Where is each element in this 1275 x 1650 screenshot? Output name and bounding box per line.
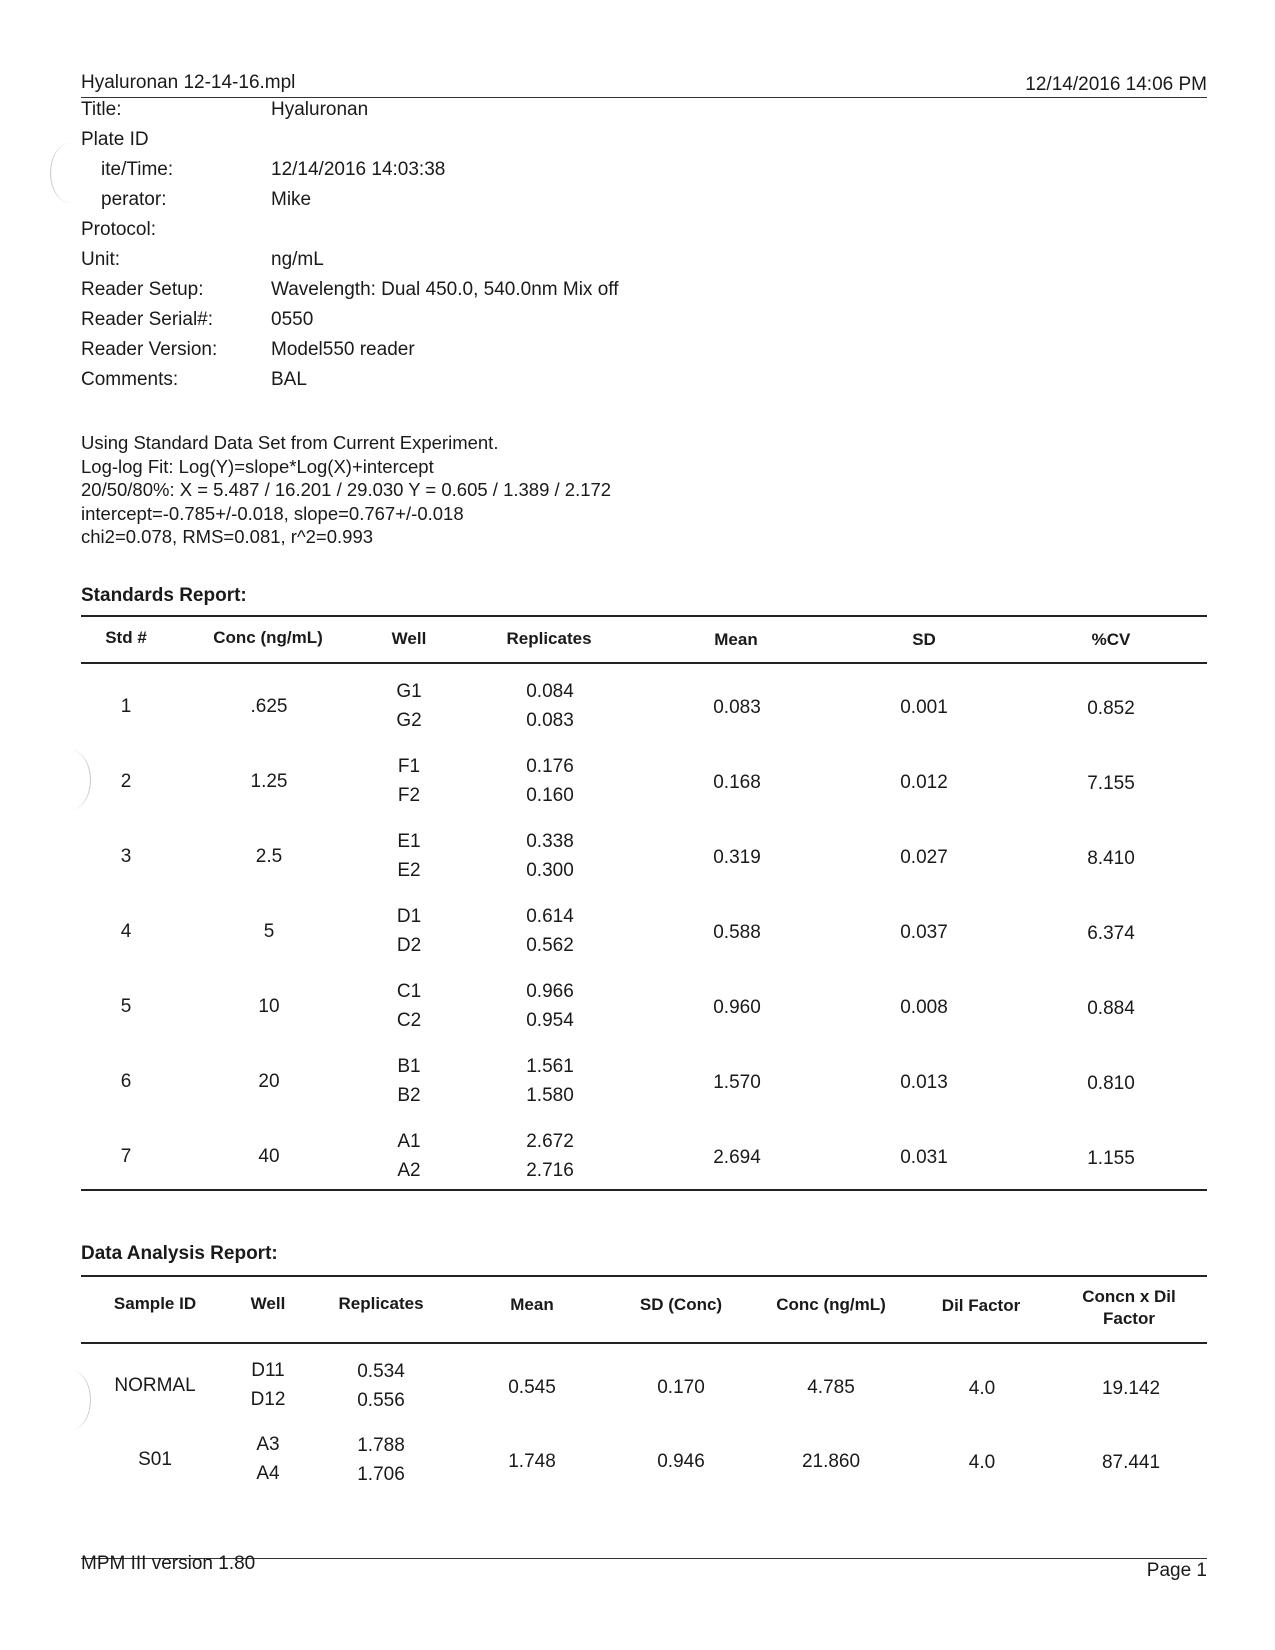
concn-x-dil-value: 19.142 — [1101, 1378, 1161, 1399]
file-name: Hyaluronan 12-14-16.mpl — [81, 72, 296, 93]
cv-value: 8.410 — [1087, 848, 1135, 869]
well-id: A1 — [397, 1131, 421, 1152]
replicate-value: 0.966 — [526, 981, 574, 1002]
replicate-value: 0.300 — [526, 860, 574, 881]
cv-value: 7.155 — [1087, 773, 1135, 794]
meta-value: 0550 — [271, 309, 314, 330]
sd-value: 0.013 — [900, 1072, 948, 1093]
table-bottom-rule — [81, 1189, 1207, 1191]
std-conc: 40 — [258, 1146, 280, 1167]
meta-value: 12/14/2016 14:03:38 — [271, 159, 446, 180]
data-analysis-report-title: Data Analysis Report: — [81, 1243, 278, 1264]
conc-value: 21.860 — [801, 1451, 861, 1472]
meta-label: Protocol: — [81, 219, 156, 240]
well-id: B2 — [397, 1085, 421, 1106]
meta-label: perator: — [101, 189, 167, 210]
header-rule — [81, 97, 1207, 98]
concn-x-dil-value: 87.441 — [1101, 1452, 1161, 1473]
binder-hole-mark — [50, 143, 91, 203]
printed-datetime: 12/14/2016 14:06 PM — [1025, 74, 1207, 95]
cv-value: 0.810 — [1087, 1073, 1135, 1094]
std-conc: 5 — [263, 921, 275, 942]
meta-label: Reader Version: — [81, 339, 218, 360]
mean-value: 0.545 — [508, 1377, 556, 1398]
std-conc: 20 — [258, 1071, 280, 1092]
fit-line: intercept=-0.785+/-0.018, slope=0.767+/-0.018 — [81, 502, 464, 524]
replicate-value: 0.176 — [526, 756, 574, 777]
column-header: SD — [912, 630, 936, 649]
sd-value: 0.008 — [900, 997, 948, 1018]
meta-value: Model550 reader — [271, 339, 415, 360]
well-id: D1 — [396, 906, 422, 927]
conc-value: 4.785 — [807, 1377, 855, 1398]
mean-value: 0.588 — [713, 922, 761, 943]
header-bottom-rule — [81, 662, 1207, 664]
replicate-value: 0.562 — [526, 935, 574, 956]
sd-value: 0.012 — [900, 772, 948, 793]
well-id: G1 — [396, 681, 422, 702]
curve-fit-summary — [81, 431, 611, 549]
std-conc: 10 — [258, 996, 280, 1017]
binder-hole-mark — [50, 750, 91, 810]
std-conc: 2.5 — [255, 846, 283, 867]
fit-line: Log-log Fit: Log(Y)=slope*Log(X)+intercept — [81, 455, 434, 477]
std-number: 5 — [120, 996, 132, 1017]
mean-value: 1.570 — [713, 1072, 761, 1093]
sd-value: 0.037 — [900, 922, 948, 943]
cv-value: 1.155 — [1087, 1148, 1135, 1169]
fit-line: 20/50/80%: X = 5.487 / 16.201 / 29.030 Y = 0.605 / 1.389 / 2.172 — [81, 479, 612, 500]
cv-value: 0.852 — [1087, 698, 1135, 719]
mean-value: 0.168 — [713, 772, 761, 793]
column-header: Replicates — [506, 629, 592, 648]
std-number: 4 — [120, 921, 132, 942]
well-id: E2 — [397, 860, 421, 881]
replicate-value: 0.338 — [526, 831, 574, 852]
column-header: %CV — [1091, 630, 1131, 649]
binder-hole-mark — [50, 1370, 91, 1430]
replicate-value: 2.716 — [526, 1160, 574, 1181]
replicate-value: 0.083 — [526, 710, 574, 731]
sd-conc-value: 0.946 — [657, 1451, 705, 1472]
replicate-value: 2.672 — [526, 1131, 574, 1152]
column-header: Dil Factor — [941, 1296, 1021, 1315]
table-top-rule — [81, 1275, 1207, 1277]
meta-label: Unit: — [81, 249, 121, 270]
replicate-value: 0.534 — [357, 1361, 405, 1382]
column-header: Factor — [1103, 1309, 1155, 1328]
column-header: Conc (ng/mL) — [776, 1295, 886, 1314]
sd-conc-value: 0.170 — [657, 1377, 705, 1398]
sd-value: 0.001 — [900, 697, 948, 718]
replicate-value: 1.706 — [357, 1464, 405, 1485]
well-id: B1 — [397, 1056, 421, 1077]
well-id: F1 — [397, 756, 421, 777]
mean-value: 0.083 — [713, 697, 761, 718]
meta-label: Comments: — [81, 369, 179, 390]
meta-label: ite/Time: — [101, 159, 174, 180]
well-id: A3 — [256, 1434, 280, 1455]
well-id: D2 — [396, 935, 422, 956]
replicate-value: 0.084 — [526, 681, 574, 702]
std-conc: 1.25 — [250, 771, 288, 792]
software-version: MPM III version 1.80 — [81, 1553, 256, 1574]
std-number: 7 — [120, 1146, 132, 1167]
well-id: C1 — [396, 981, 422, 1002]
sd-value: 0.031 — [900, 1147, 948, 1168]
well-id: F2 — [397, 785, 421, 806]
mean-value: 0.960 — [713, 997, 761, 1018]
standards-report-title: Standards Report: — [81, 585, 247, 606]
cv-value: 6.374 — [1087, 923, 1135, 944]
sd-value: 0.027 — [900, 847, 948, 868]
sample-id: NORMAL — [114, 1375, 196, 1396]
dil-factor-value: 4.0 — [968, 1452, 996, 1473]
meta-value: Wavelength: Dual 450.0, 540.0nm Mix off — [271, 279, 619, 300]
meta-value: Hyaluronan — [271, 99, 369, 120]
mean-value: 0.319 — [713, 847, 761, 868]
replicate-value: 0.614 — [526, 906, 574, 927]
column-header: Mean — [714, 630, 758, 649]
meta-value: Mike — [271, 189, 312, 210]
column-header: Conc (ng/mL) — [213, 628, 323, 647]
column-header: SD (Conc) — [639, 1295, 723, 1314]
std-conc: .625 — [250, 696, 288, 717]
column-header: Std # — [105, 628, 147, 647]
replicate-value: 0.160 — [526, 785, 574, 806]
meta-value: BAL — [271, 369, 307, 390]
meta-label: Plate ID — [81, 129, 149, 150]
replicate-value: 1.580 — [526, 1085, 574, 1106]
replicate-value: 1.788 — [357, 1435, 405, 1456]
meta-label: Title: — [81, 99, 122, 120]
replicate-value: 0.954 — [526, 1010, 574, 1031]
mean-value: 2.694 — [713, 1147, 761, 1168]
well-id: A2 — [397, 1160, 421, 1181]
std-number: 6 — [120, 1071, 132, 1092]
std-number: 3 — [120, 846, 132, 867]
well-id: G2 — [396, 710, 422, 731]
replicate-value: 0.556 — [357, 1390, 405, 1411]
meta-value: ng/mL — [271, 249, 324, 270]
fit-line: chi2=0.078, RMS=0.081, r^2=0.993 — [81, 526, 374, 547]
column-header: Well — [391, 629, 427, 648]
dil-factor-value: 4.0 — [968, 1378, 996, 1399]
column-header: Mean — [510, 1295, 554, 1314]
well-id: C2 — [396, 1010, 422, 1031]
replicate-value: 1.561 — [526, 1056, 574, 1077]
sample-id: S01 — [138, 1449, 172, 1470]
well-id: D12 — [250, 1389, 286, 1410]
meta-label: Reader Setup: — [81, 279, 204, 300]
mean-value: 1.748 — [508, 1451, 556, 1472]
column-header: Concn x Dil — [1082, 1287, 1176, 1306]
well-id: A4 — [256, 1463, 280, 1484]
well-id: E1 — [397, 831, 421, 852]
well-id: D11 — [251, 1360, 285, 1381]
header-bottom-rule — [81, 1342, 1207, 1344]
cv-value: 0.884 — [1087, 998, 1135, 1019]
column-header: Replicates — [338, 1294, 424, 1313]
std-number: 1 — [120, 696, 132, 717]
table-top-rule — [81, 615, 1207, 617]
page-number: Page 1 — [1146, 1560, 1207, 1581]
std-number: 2 — [120, 771, 132, 792]
meta-label: Reader Serial#: — [81, 309, 214, 330]
column-header: Well — [250, 1294, 286, 1313]
fit-line: Using Standard Data Set from Current Experiment. — [81, 432, 499, 453]
column-header: Sample ID — [113, 1294, 197, 1313]
